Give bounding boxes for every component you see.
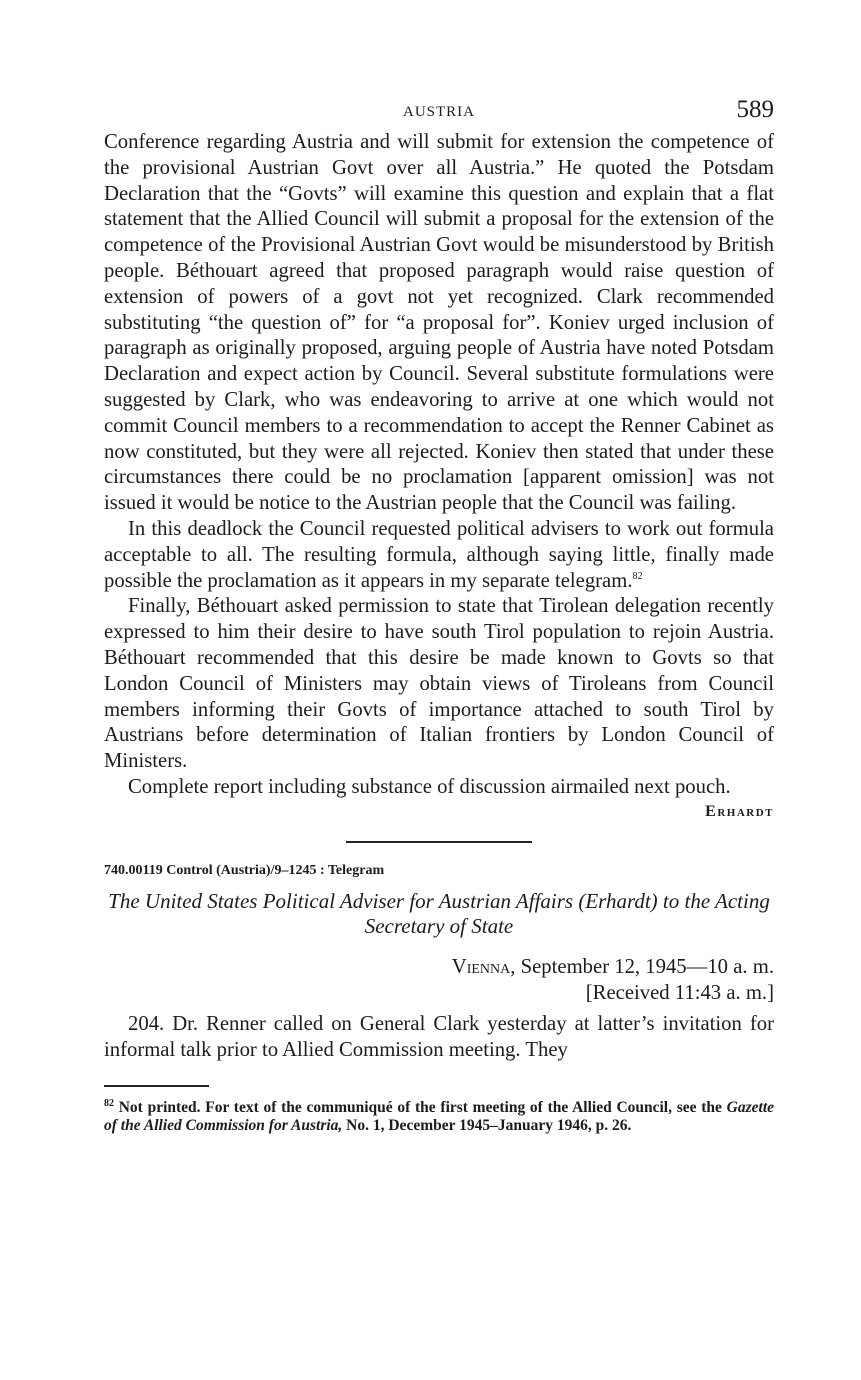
received-line: [Received 11:43 a. m.] (585, 981, 774, 1004)
place: Vienna, (451, 955, 516, 978)
footnote-text-before: Not printed. For text of the communiqué of the first meeting of the Allied Council, see the (118, 1098, 722, 1116)
document-page (104, 96, 774, 1135)
date-line (104, 955, 774, 981)
paragraph-report: Complete report including substance of discussion airmailed next pouch. (128, 775, 731, 798)
footnote-ref: 82 (632, 570, 643, 582)
paragraph-continuation: Conference regarding Austria and will submit for extension the competence of the provisional Austrian Govt over all Austria.” He quoted the Potsdam Declaration that the “Govts” will examine this question and explain that a flat statement that the Allied Council will submit a proposal for the extension of the competence of the Provisional Austrian Govt would be misunderstood by British people. Béthouart agreed that proposed paragraph would raise question of extension of powers of a govt not yet recognized. Clark recommended substituting “the question of” for “a proposal for”. Koniev urged inclusion of paragraph as originally proposed, arguing people of Austria have noted Potsdam Declaration and expect action by Council. Several substitute formulations were suggested by Clark, who was endeavoring to arrive at one which would not commit Council members to a recommendation to accept the Renner Cabinet as now constituted, but they were all rejected. Koniev then stated that under these circumstances there could be no proclamation [apparent omission] was not issued it would be notice to the Austrian people that the Council was failing. (104, 131, 774, 515)
telegram-body (104, 1012, 774, 1064)
document-title: The United States Political Adviser for Austrian Affairs (Erhardt) to the Acting Secretary of State (108, 888, 770, 938)
dateline (104, 955, 774, 1007)
paragraph-text: In this deadlock the Council requested political advisers to work out formula acceptable to all. The resulting formula, although saying little, finally made possible the proclamation as it appears in my separate telegram. (104, 517, 774, 592)
page-number: 589 (736, 96, 774, 123)
body-text (104, 130, 774, 801)
footnote (104, 1099, 774, 1135)
footnote-publication: Gazette of the Allied Commission for Austria, (104, 1098, 775, 1134)
page-header (104, 96, 774, 130)
date: September 12, 1945—10 a. m. (520, 955, 774, 978)
signature: Erhardt (705, 802, 774, 820)
footnote-text-after: No. 1, December 1945–January 1946, p. 26. (346, 1116, 632, 1134)
document-reference: 740.00119 Control (Austria)/9–1245 : Telegram (104, 862, 385, 878)
paragraph-telegram-opening: 204. Dr. Renner called on General Clark yesterday at latter’s invitation for informal talk prior to Allied Commission meeting. They (104, 1013, 774, 1062)
footnote-number: 82 (104, 1097, 114, 1109)
paragraph-tirol: Finally, Béthouart asked permission to state that Tirolean delegation recently expressed to him their desire to have south Tirol population to rejoin Austria. Béthouart recommended that this desire be made known to Govts so that London Council of Ministers may obtain views of Tiroleans from Council members informing their Govts of importance attached to south Tirol by Austrians before determination of Italian frontiers by London Council of Ministers. (104, 595, 774, 773)
footnote-divider (104, 1085, 209, 1087)
paragraph-deadlock (104, 517, 774, 594)
section-divider (346, 841, 532, 843)
running-title: AUSTRIA (402, 104, 475, 120)
